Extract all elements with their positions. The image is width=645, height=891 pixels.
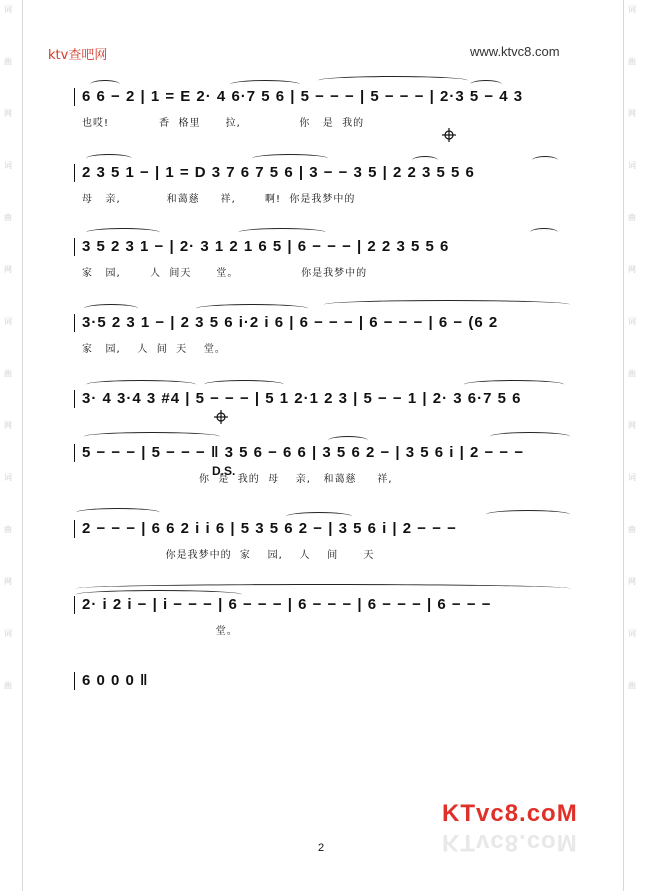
wm-char: 网 — [4, 109, 12, 118]
score-row-9 — [74, 668, 574, 694]
notes-line: 2 3 5 1 − | 1 = D 3 7 6 7 5 6 | 3 − − 3 5 | 2 2 3 5 5 6 — [82, 164, 475, 181]
slur — [238, 228, 326, 237]
wm-char: 词 — [628, 629, 636, 638]
right-watermark-strip — [628, 4, 642, 732]
notes-line: 3 5 2 3 1 − | 2· 3 1 2 1 6 5 | 6 − − − | 2 2 3 5 5 6 — [82, 238, 450, 255]
notes-line: 3· 4 3·4 3 #4 | 5 − − − | 5 1 2·1 2 3 | 5 − − 1 | 2· 3 6·7 5 6 — [82, 390, 522, 407]
coda-icon — [214, 410, 228, 424]
notes-line: 2· i 2 i − | i − − − | 6 − − − | 6 − − − | 6 − − − | 6 − − − — [82, 596, 492, 613]
notes-line: 3·5 2 3 1 − | 2 3 5 6 i·2 i 6 | 6 − − − | 6 − − − | 6 − (6 2 — [82, 314, 499, 331]
slur — [252, 154, 328, 163]
wm-char: 曲 — [628, 525, 636, 534]
site-logo[interactable]: KTvc8.coM — [442, 800, 578, 827]
barline — [74, 390, 75, 408]
slur — [464, 380, 564, 389]
notes-line: 6 6 − 2 | 1 = E 2· 4 6·7 5 6 | 5 − − − | 5 − − − | 2·3 5 − 4 3 — [82, 88, 524, 105]
score-row-3 — [74, 234, 574, 260]
wm-char: 曲 — [4, 213, 12, 222]
slur — [286, 512, 352, 521]
score-row-2 — [74, 160, 574, 186]
slur — [84, 304, 138, 313]
wm-char: 曲 — [628, 213, 636, 222]
slur — [470, 80, 502, 89]
slur — [324, 300, 570, 309]
lyrics-line: 家 园, 人 间 天 堂。 — [82, 344, 226, 355]
site-name-cn[interactable]: ktv查吧网 — [48, 48, 108, 63]
lyrics-line: 你 是 我的 母 亲, 和蔼慈 祥, — [82, 474, 393, 485]
lyrics-line: 堂。 — [82, 626, 238, 637]
slur — [196, 304, 308, 313]
wm-char: 曲 — [4, 369, 12, 378]
slur — [76, 590, 242, 599]
barline — [74, 672, 75, 690]
slur — [328, 436, 368, 445]
notes-line: 6 0 0 0 ‖ — [82, 672, 149, 689]
wm-char: 曲 — [628, 681, 636, 690]
wm-char: 网 — [4, 577, 12, 586]
lyrics-line: 母 亲, 和蔼慈 祥, 啊! 你是我梦中的 — [82, 194, 356, 205]
wm-char: 词 — [4, 473, 12, 482]
wm-char: 词 — [4, 317, 12, 326]
slur — [90, 80, 120, 89]
slur — [412, 156, 438, 165]
slur — [532, 156, 558, 165]
barline — [74, 164, 75, 182]
coda-icon — [442, 128, 456, 142]
notes-line: 2 − − − | 6 6 2 i i 6 | 5 3 5 6 2 − | 3 5 6 i | 2 − − − — [82, 520, 457, 537]
wm-char: 词 — [4, 629, 12, 638]
wm-char: 词 — [628, 161, 636, 170]
score-row-5 — [74, 386, 574, 412]
slur — [490, 432, 570, 441]
barline — [74, 238, 75, 256]
left-watermark-strip — [4, 4, 18, 732]
slur — [486, 510, 570, 519]
barline — [74, 314, 75, 332]
wm-char: 曲 — [4, 525, 12, 534]
wm-char: 曲 — [4, 57, 12, 66]
wm-char: 网 — [628, 421, 636, 430]
notes-line: 5 − − − | 5 − − − ‖ 3 5 6 − 6 6 | 3 5 6 2 − | 3 5 6 i | 2 − − − — [82, 444, 525, 461]
slur — [86, 154, 132, 163]
wm-char: 曲 — [628, 57, 636, 66]
wm-char: 网 — [628, 577, 636, 586]
lyrics-line: 家 园, 人 间天 堂。 你是我梦中的 — [82, 268, 368, 279]
barline — [74, 88, 75, 106]
wm-char: 曲 — [4, 681, 12, 690]
barline — [74, 444, 75, 462]
ds-mark: D.S. — [212, 464, 236, 478]
wm-char: 词 — [4, 161, 12, 170]
slur — [318, 76, 468, 85]
slur — [230, 80, 300, 89]
wm-char: 网 — [628, 265, 636, 274]
slur — [84, 432, 220, 441]
barline — [74, 520, 75, 538]
slur — [76, 508, 160, 517]
wm-char: 曲 — [628, 369, 636, 378]
slur — [530, 228, 558, 237]
score-row-6 — [74, 440, 574, 466]
slur — [204, 380, 284, 389]
slur — [86, 380, 196, 389]
lyrics-line: 也哎! 香 格里 拉, 你 是 我的 — [82, 118, 365, 129]
site-logo-reflection: KTvc8.coM — [442, 829, 578, 856]
wm-char: 词 — [628, 5, 636, 14]
wm-char: 词 — [628, 473, 636, 482]
site-url[interactable]: www.ktvc8.com — [470, 44, 560, 59]
page-number: 2 — [318, 842, 325, 854]
wm-char: 网 — [628, 109, 636, 118]
wm-char: 词 — [4, 5, 12, 14]
lyrics-line: 你是我梦中的 家 园, 人 间 天 — [82, 550, 375, 561]
wm-char: 词 — [628, 317, 636, 326]
wm-char: 网 — [4, 265, 12, 274]
slur — [86, 228, 160, 237]
wm-char: 网 — [4, 421, 12, 430]
barline — [74, 596, 75, 614]
score-row-4 — [74, 310, 574, 336]
